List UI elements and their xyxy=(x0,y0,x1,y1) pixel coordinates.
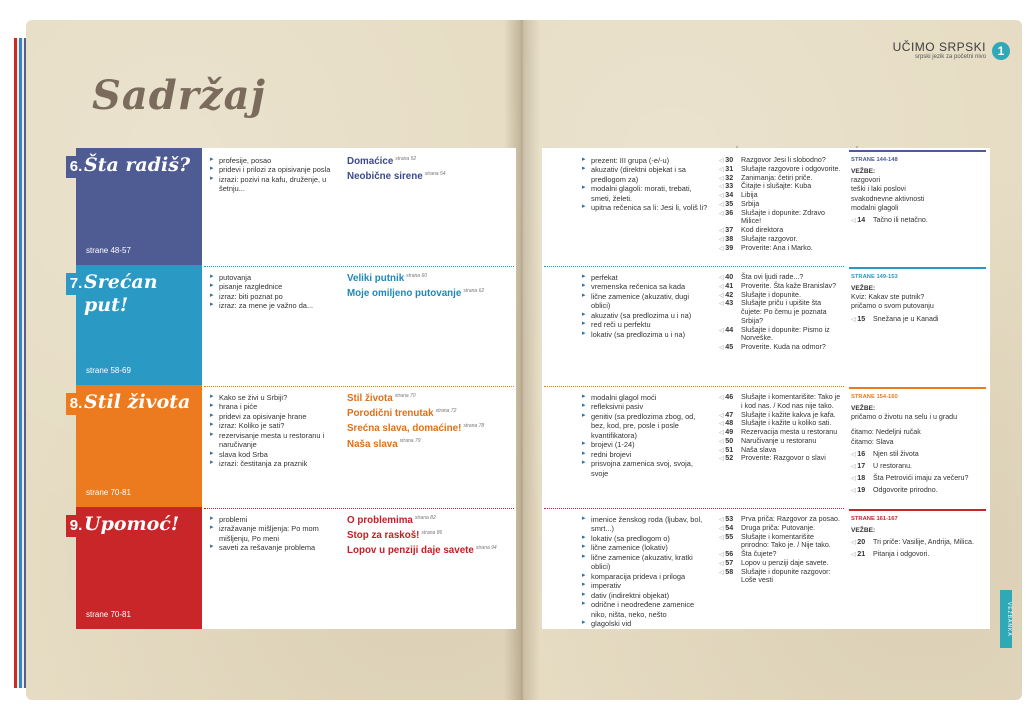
unit-pages: strane 48-57 xyxy=(86,246,131,255)
listening-list xyxy=(719,273,841,352)
grammar-item: ▸ lične zamenice (akuzativ, dugi oblici) xyxy=(582,292,710,311)
row-separator xyxy=(544,266,844,267)
topic-item: ▸ izražavanje mišljenja: Po mom mišljenju, Po meni xyxy=(210,524,338,543)
track-number: ◁ 47 xyxy=(719,411,733,420)
grammar-item: ▸ lične zamenice (akuzativ, kratki oblici) xyxy=(582,553,710,572)
workbook-track[interactable] xyxy=(851,450,986,459)
listening-list xyxy=(719,515,841,585)
track-title: Zanimanja: četiri priče. xyxy=(741,173,813,182)
track-number: ◁ 42 xyxy=(719,291,733,300)
track-title: Slušajte i dopunite. xyxy=(741,290,801,299)
track-number: ◁ 46 xyxy=(719,393,733,402)
text-item[interactable] xyxy=(347,437,517,452)
audio-track[interactable] xyxy=(719,165,841,174)
workbook-line: teški i laki poslovi xyxy=(851,185,906,194)
track-number: ◁ 15 xyxy=(851,315,865,325)
unit-title: Stil života xyxy=(84,391,191,413)
grammar-item: ▸ lokativ (sa predlozima u i na) xyxy=(582,330,710,339)
track-title: Čitajte i slušajte: Kuba xyxy=(741,182,812,191)
text-page: strana 70 xyxy=(394,392,416,399)
workbook-line: pričamo o životu na selu i u gradu xyxy=(851,413,958,422)
track-title: Tri priče: Vasilije, Andrija, Milica. xyxy=(873,538,974,547)
track-number: ◁ 54 xyxy=(719,524,733,533)
text-page: strana 62 xyxy=(463,287,485,294)
audio-track[interactable] xyxy=(719,282,841,291)
brand-subtitle: srpski jezik za početni nivo xyxy=(914,54,986,60)
audio-track[interactable] xyxy=(719,515,841,524)
track-title: Slušajte i dopunite: Zdravo Milice! xyxy=(741,208,825,226)
track-number: ◁ 32 xyxy=(719,174,733,183)
row-separator xyxy=(544,508,844,509)
grammar-list xyxy=(582,393,710,478)
unit-band xyxy=(69,385,202,507)
track-title: Njen stil života xyxy=(873,449,919,458)
workbook-label: VEŽBE: xyxy=(851,404,876,412)
topic-item: ▸ slava kod Srba xyxy=(210,450,338,459)
unit-title: Upomoć! xyxy=(84,513,180,535)
track-title: Snežana je u Kanadi xyxy=(873,314,939,323)
topic-item: ▸ Kako se živi u Srbiji? xyxy=(210,393,338,402)
topic-item: ▸ hrana i piće xyxy=(210,402,338,411)
topic-item: ▸ rezervisanje mesta u restoranu i naručivanje xyxy=(210,431,338,450)
grammar-item: ▸ modalni glagol moći xyxy=(582,393,710,402)
text-title: Porodični trenutak xyxy=(347,408,434,420)
workbook-pages: STRANE 161-167 xyxy=(851,516,898,522)
topic-item: ▸ izraz: za mene je važno da... xyxy=(210,301,338,310)
text-page: strana 78 xyxy=(463,423,485,430)
unit-number: 7. xyxy=(66,273,86,295)
track-number: ◁ 44 xyxy=(719,326,733,335)
track-title: Srbija xyxy=(741,199,760,208)
grammar-item: ▸ upitna rečenica sa li: Jesi li, voliš li? xyxy=(582,203,710,212)
grammar-item: ▸ lokativ (sa predlogom o) xyxy=(582,534,710,543)
topic-item: ▸ izraz: biti poznat po xyxy=(210,292,338,301)
unit-pages: strane 70-81 xyxy=(86,488,131,497)
workbook-line: Kviz: Kakav ste putnik? xyxy=(851,293,925,302)
audio-track[interactable] xyxy=(719,235,841,244)
track-title: Slušajte i kažite u koliko sati. xyxy=(741,419,832,428)
text-item[interactable] xyxy=(347,154,517,169)
open-book xyxy=(14,20,1022,708)
text-item[interactable] xyxy=(347,421,517,436)
workbook-track[interactable] xyxy=(851,474,986,483)
track-title: Slušajte i dopunite: Pismo iz Norveške. xyxy=(741,325,830,343)
grammar-item: ▸ genitiv (sa predlozima zbog, od, bez, kod, pre, posle i posle kvantifikatora) xyxy=(582,412,710,440)
workbook-block xyxy=(851,394,986,496)
track-number: ◁ 17 xyxy=(851,462,865,472)
track-title: Slušajte razgovor. xyxy=(741,235,798,244)
workbook-track[interactable] xyxy=(851,216,986,225)
audio-track[interactable] xyxy=(719,326,841,344)
workbook-track[interactable] xyxy=(851,486,986,495)
page-title: Sadržaj xyxy=(92,72,266,119)
grammar-item: ▸ akuzativ (sa predlozima u i na) xyxy=(582,311,710,320)
track-title: Odgovorite prirodno. xyxy=(873,486,938,495)
text-page: strana 54 xyxy=(424,170,446,177)
workbook-track[interactable] xyxy=(851,315,986,324)
workbook-pages: STRANE 149-153 xyxy=(851,274,898,280)
grammar-item: ▸ prezent: III grupa (-e/-u) xyxy=(582,156,710,165)
topic-item: ▸ izraz: Koliko je sati? xyxy=(210,421,338,430)
track-title: Slušajte i komentarišite: Tako je i kod nas. / Kod nas nije tako. xyxy=(741,393,841,410)
row-separator xyxy=(544,386,844,387)
unit-number: 8. xyxy=(66,393,86,415)
workbook-block xyxy=(851,274,986,324)
track-number: ◁ 52 xyxy=(719,454,733,463)
texts-list xyxy=(347,513,517,559)
grammar-item: ▸ akuzativ (direktni objekat i sa predlogom za) xyxy=(582,165,710,184)
workbook-line: modalni glagoli xyxy=(851,203,899,212)
audio-track[interactable] xyxy=(719,244,841,253)
track-number: ◁ 31 xyxy=(719,165,733,174)
grammar-list xyxy=(582,273,710,339)
audio-track[interactable] xyxy=(719,533,841,551)
audio-track[interactable] xyxy=(719,446,841,455)
text-item[interactable] xyxy=(347,391,517,406)
workbook-line: svakodnevne aktivnosti xyxy=(851,194,925,203)
track-title: Naša slava xyxy=(741,445,777,454)
workbook-pages: STRANE 154-160 xyxy=(851,394,898,400)
grammar-item: ▸ glagolski vid xyxy=(582,619,710,628)
grammar-item: ▸ imenice ženskog roda (ljubav, bol, smrt...) xyxy=(582,515,710,534)
grammar-item: ▸ dativ (indirektni objekat) xyxy=(582,591,710,600)
audio-track[interactable] xyxy=(719,182,841,191)
topics-list xyxy=(210,515,338,553)
track-title: Tačno ili netačno. xyxy=(873,215,928,224)
track-title: Libija xyxy=(741,191,758,200)
workbook-line: čitamo: Slava xyxy=(851,437,894,446)
track-number: ◁ 20 xyxy=(851,538,865,548)
audio-track[interactable] xyxy=(719,200,841,209)
audio-track[interactable] xyxy=(719,550,841,559)
topics-list xyxy=(210,156,338,194)
topic-item: ▸ profesije, posao xyxy=(210,156,338,165)
track-title: Lopov u penziji daje savete. xyxy=(741,558,829,567)
track-title: Slušajte i kažite kakva je kafa. xyxy=(741,410,836,419)
topics-list xyxy=(210,273,338,311)
grammar-list xyxy=(582,515,710,629)
track-number: ◁ 53 xyxy=(719,515,733,524)
track-number: ◁ 43 xyxy=(719,299,733,308)
workbook-line: pričamo o svom putovanju xyxy=(851,302,934,311)
texts-list xyxy=(347,391,517,452)
track-number: ◁ 38 xyxy=(719,235,733,244)
track-title: Šta Petrovići imaju za večeru? xyxy=(873,474,969,483)
workbook-side-tab: VEŽBANKA xyxy=(1000,590,1012,648)
track-number: ◁ 14 xyxy=(851,216,865,226)
track-title: Proverite: Razgovor o slavi xyxy=(741,454,826,463)
track-number: ◁ 58 xyxy=(719,568,733,577)
track-number: ◁ 35 xyxy=(719,200,733,209)
text-item[interactable] xyxy=(347,543,517,558)
topic-item: ▸ pisanje razglednice xyxy=(210,282,338,291)
workbook-rule xyxy=(849,267,986,269)
track-title: Proverite. Šta kaže Branislav? xyxy=(741,281,837,290)
grammar-item: ▸ vremenska rečenica sa kada xyxy=(582,282,710,291)
grammar-list xyxy=(582,156,710,213)
audio-track[interactable] xyxy=(719,191,841,200)
unit-title: Šta radiš? xyxy=(84,154,191,176)
level-badge: 1 xyxy=(992,42,1010,60)
audio-track[interactable] xyxy=(719,428,841,437)
audio-track[interactable] xyxy=(719,156,841,165)
series-brand xyxy=(892,40,1005,60)
audio-track[interactable] xyxy=(719,411,841,420)
track-title: U restoranu. xyxy=(873,461,913,470)
text-item[interactable] xyxy=(347,528,517,543)
text-page: strana 86 xyxy=(421,529,443,536)
workbook-track[interactable] xyxy=(851,462,986,471)
track-number: ◁ 39 xyxy=(719,244,733,253)
topic-item: ▸ izrazi: čestitanja za praznik xyxy=(210,459,338,468)
text-page: strana 60 xyxy=(406,272,428,279)
audio-track[interactable] xyxy=(719,273,841,282)
track-number: ◁ 45 xyxy=(719,343,733,352)
track-number: ◁ 48 xyxy=(719,419,733,428)
grammar-item: ▸ redni brojevi xyxy=(582,450,710,459)
track-number: ◁ 19 xyxy=(851,486,865,496)
workbook-rule xyxy=(849,387,986,389)
row-separator xyxy=(204,508,514,509)
text-page: strana 72 xyxy=(435,407,457,414)
workbook-track[interactable] xyxy=(851,550,986,559)
grammar-item: ▸ modalni glagoli: morati, trebati, smeti, želeti. xyxy=(582,184,710,203)
track-title: Druga priča: Putovanje. xyxy=(741,523,816,532)
workbook-block xyxy=(851,516,986,560)
topic-item: ▸ saveti za rešavanje problema xyxy=(210,543,338,552)
track-number: ◁ 34 xyxy=(719,191,733,200)
text-title: Neobične sirene xyxy=(347,171,423,183)
track-title: Kod direktora xyxy=(741,226,784,235)
workbook-rule xyxy=(849,150,986,152)
grammar-item: ▸ red reči u perfektu xyxy=(582,320,710,329)
unit-band xyxy=(69,265,202,385)
grammar-item: ▸ refleksivni pasiv xyxy=(582,402,710,411)
audio-track[interactable] xyxy=(719,209,841,227)
text-page: strana 52 xyxy=(395,155,417,162)
unit-title: Srećan put! xyxy=(84,271,158,316)
audio-track[interactable] xyxy=(719,454,841,463)
track-number: ◁ 56 xyxy=(719,550,733,559)
unit-pages: strane 58-69 xyxy=(86,366,131,375)
track-number: ◁ 50 xyxy=(719,437,733,446)
topic-item: ▸ pridevi za opisivanje hrane xyxy=(210,412,338,421)
text-title: Stil života xyxy=(347,393,393,404)
track-number: ◁ 57 xyxy=(719,559,733,568)
audio-track[interactable] xyxy=(719,393,841,411)
row-separator xyxy=(204,266,514,267)
audio-track[interactable] xyxy=(719,524,841,533)
grammar-item: ▸ brojevi (1-24) xyxy=(582,440,710,449)
topics-list xyxy=(210,393,338,469)
text-title: Srećna slava, domaćine! xyxy=(347,423,462,435)
unit-number: 6. xyxy=(66,156,86,178)
workbook-label: VEŽBE: xyxy=(851,526,876,534)
audio-track[interactable] xyxy=(719,291,841,300)
text-title: O problemima xyxy=(347,515,413,526)
topic-item: ▸ pridevi i prilozi za opisivanje posla xyxy=(210,165,338,174)
workbook-block xyxy=(851,157,986,225)
grammar-item: ▸ imperativ xyxy=(582,581,710,590)
workbook-track[interactable] xyxy=(851,538,986,547)
track-title: Naručivanje u restoranu xyxy=(741,436,817,445)
listening-list xyxy=(719,393,841,463)
text-item[interactable] xyxy=(347,271,517,286)
track-title: Slušajte razgovore i odgovorite. xyxy=(741,164,841,173)
text-item[interactable] xyxy=(347,406,517,421)
workbook-rule xyxy=(849,509,986,511)
track-title: Slušajte i komentarišite prirodno: Tako je. / Nije tako. xyxy=(741,532,831,550)
track-title: Proverite: Ana i Marko. xyxy=(741,243,813,252)
topic-item: ▸ izrazi: pozivi na kafu, druženje, u šetnju... xyxy=(210,175,338,194)
audio-track[interactable] xyxy=(719,568,841,586)
audio-track[interactable] xyxy=(719,437,841,446)
unit-number: 9. xyxy=(66,515,86,537)
track-number: ◁ 33 xyxy=(719,182,733,191)
unit-band xyxy=(69,148,202,265)
workbook-pages: STRANE 144-148 xyxy=(851,157,898,163)
text-title: Domaćice xyxy=(347,156,394,167)
grammar-item: ▸ komparacija prideva i priloga xyxy=(582,572,710,581)
track-number: ◁ 51 xyxy=(719,446,733,455)
workbook-line: čitamo: Nedeljni ručak xyxy=(851,428,921,437)
track-number: ◁ 30 xyxy=(719,156,733,165)
workbook-label: VEŽBE: xyxy=(851,167,876,175)
track-number: ◁ 40 xyxy=(719,273,733,282)
track-number: ◁ 18 xyxy=(851,474,865,484)
topic-item: ▸ problemi xyxy=(210,515,338,524)
brand-title: UČIMO SRPSKI xyxy=(892,40,986,54)
text-title: Veliki putnik xyxy=(347,273,405,284)
track-number: ◁ 36 xyxy=(719,209,733,218)
text-page: strana 94 xyxy=(475,545,497,552)
workbook-label: VEŽBE: xyxy=(851,284,876,292)
track-title: Slušajte priču i upišite šta čujete: Po čemu je poznata Srbija? xyxy=(741,299,827,325)
track-number: ◁ 49 xyxy=(719,428,733,437)
unit-band xyxy=(69,507,202,629)
track-number: ◁ 55 xyxy=(719,533,733,542)
text-title: Moje omiljeno putovanje xyxy=(347,288,462,300)
grammar-item: ▸ lične zamenice (lokativ) xyxy=(582,543,710,552)
grammar-item: ▸ odrične i neodređene zamenice niko, ništa, neko, nešto xyxy=(582,600,710,619)
track-title: Šta čujete? xyxy=(741,550,777,559)
grammar-item: ▸ prisvojna zamenica svoj, svoja, svoje xyxy=(582,459,710,478)
audio-track[interactable] xyxy=(719,559,841,568)
text-title: Naša slava xyxy=(347,438,398,450)
unit-pages: strane 70-81 xyxy=(86,610,131,619)
text-title: Lopov u penziji daje savete xyxy=(347,545,474,557)
audio-track[interactable] xyxy=(719,299,841,325)
workbook-line: razgovori xyxy=(851,176,881,185)
track-number: ◁ 16 xyxy=(851,450,865,460)
track-title: Rezervacija mesta u restoranu xyxy=(741,428,838,437)
text-page: strana 82 xyxy=(414,514,436,521)
track-title: Slušajte i dopunite razgovor: Loše vesti xyxy=(741,567,831,585)
row-separator xyxy=(204,386,514,387)
audio-track[interactable] xyxy=(719,226,841,235)
track-number: ◁ 21 xyxy=(851,550,865,560)
track-title: Prva priča: Razgovor za posao. xyxy=(741,515,840,523)
text-item[interactable] xyxy=(347,286,517,301)
listening-list xyxy=(719,156,841,253)
track-number: ◁ 41 xyxy=(719,282,733,291)
text-page: strana 79 xyxy=(399,438,421,445)
track-title: Razgovor Jesi li slobodno? xyxy=(741,156,826,164)
texts-list xyxy=(347,154,517,184)
track-title: Proverite. Kuda na odmor? xyxy=(741,343,826,352)
audio-track[interactable] xyxy=(719,419,841,428)
audio-track[interactable] xyxy=(719,343,841,352)
text-item[interactable] xyxy=(347,169,517,184)
texts-list xyxy=(347,271,517,301)
text-title: Stop za raskoš! xyxy=(347,530,420,542)
text-item[interactable] xyxy=(347,513,517,528)
grammar-item: ▸ perfekat xyxy=(582,273,710,282)
topic-item: ▸ putovanja xyxy=(210,273,338,282)
track-title: Šta ovi ljudi rade...? xyxy=(741,273,804,281)
track-title: Pitanja i odgovori. xyxy=(873,550,930,559)
track-number: ◁ 37 xyxy=(719,226,733,235)
